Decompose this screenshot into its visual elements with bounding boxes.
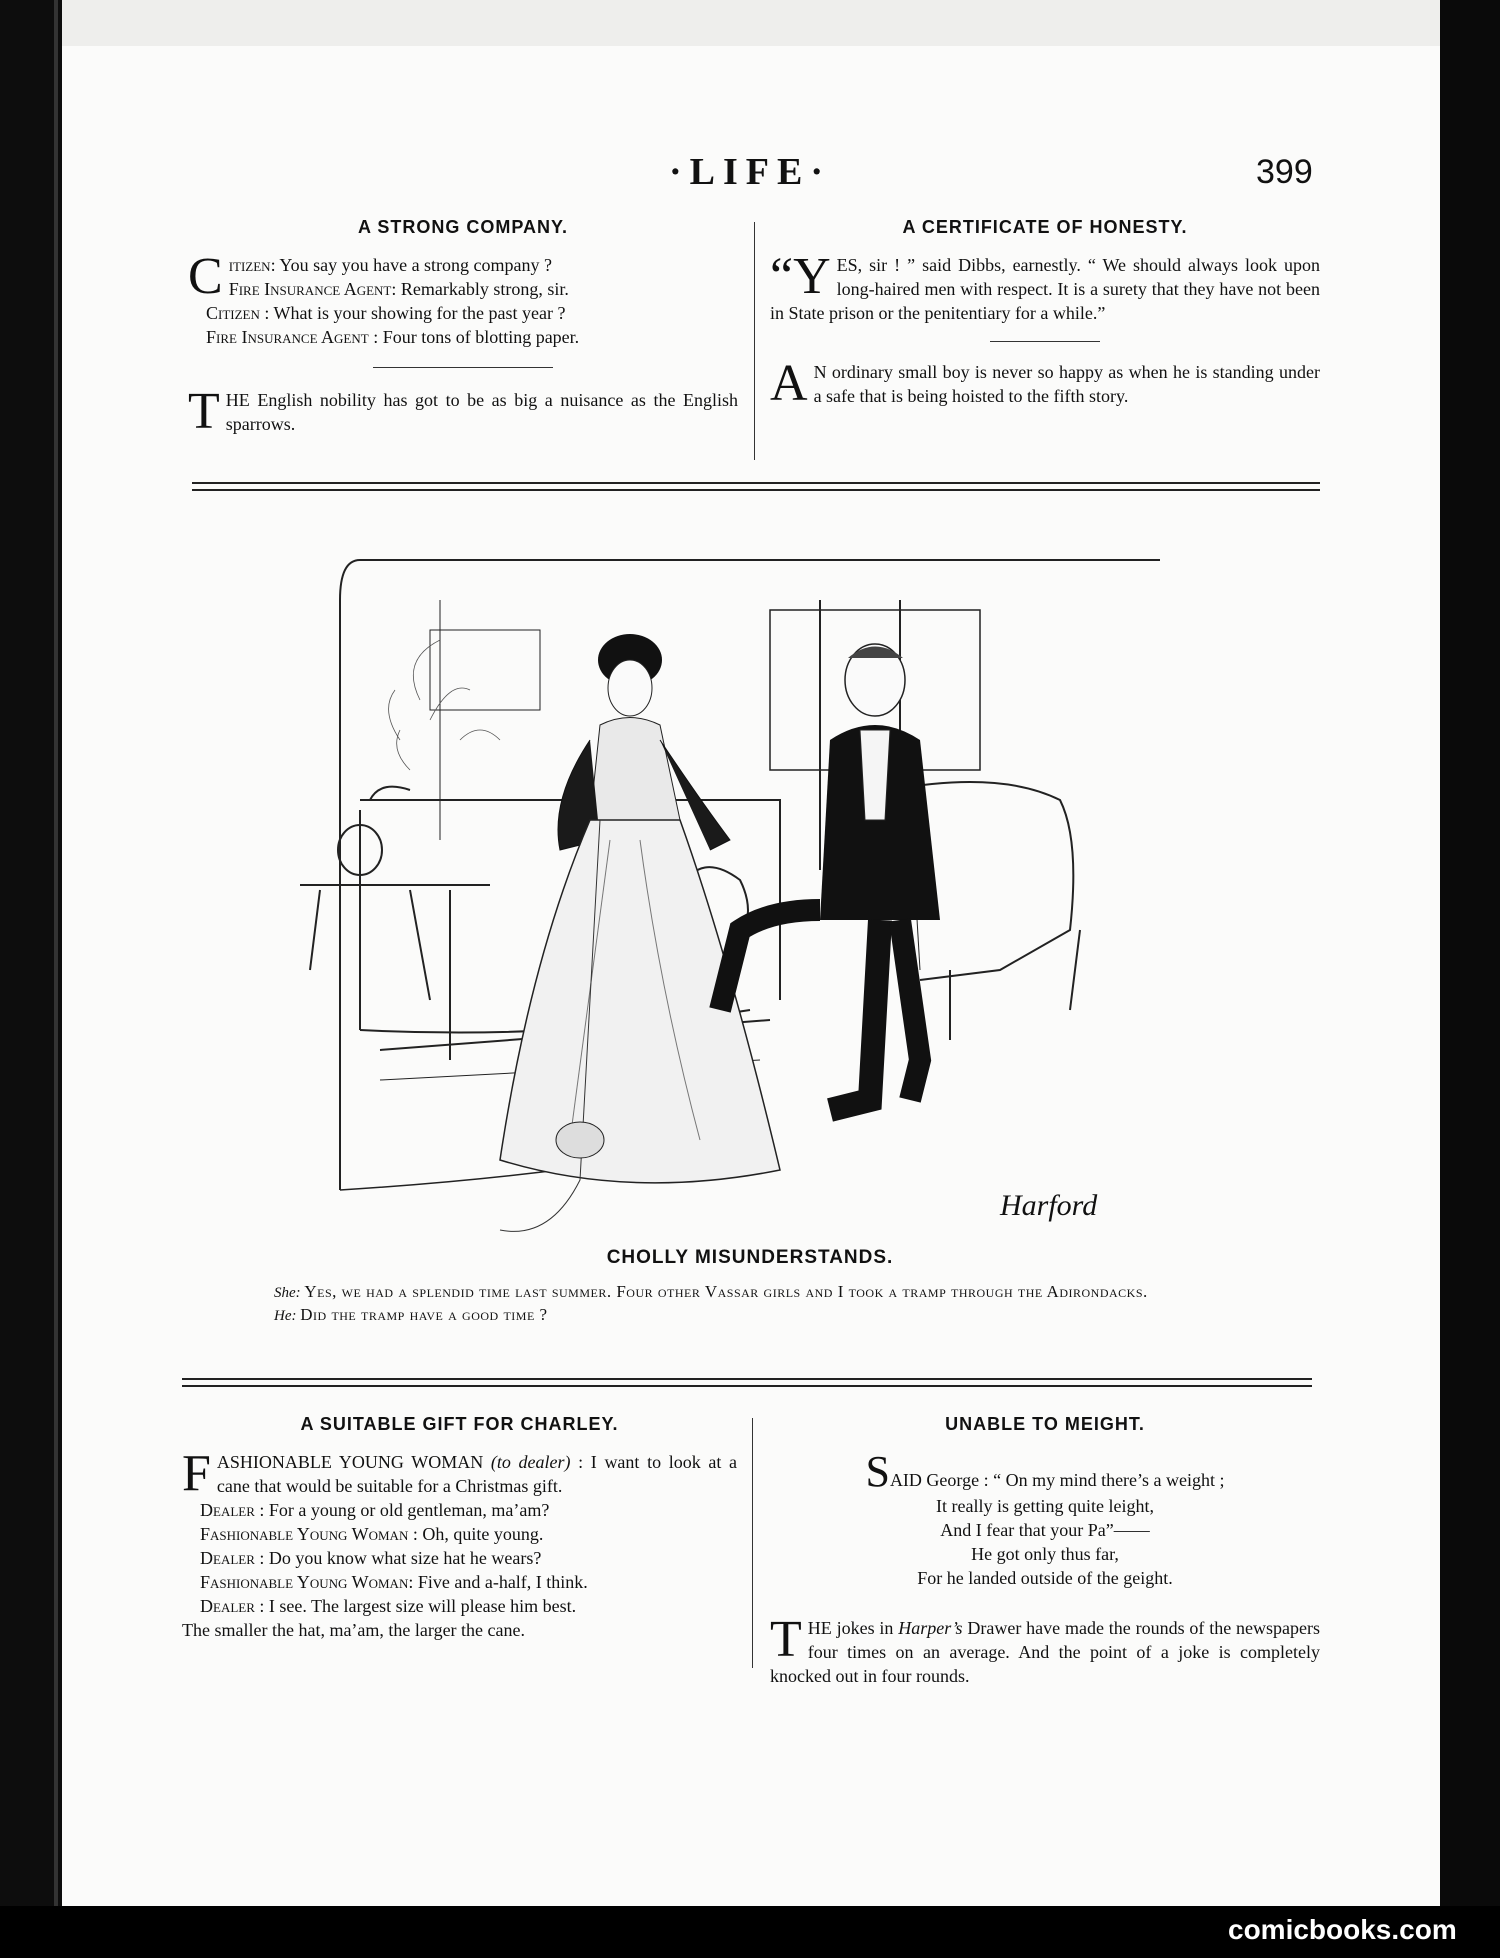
page-number: 399 xyxy=(1256,153,1313,191)
paragraph-small-boy: A N ordinary small boy is never so happy as when he is standing under a safe that is being hoisted to the fifth story. xyxy=(770,355,1320,412)
flower-sprigs xyxy=(389,640,500,770)
separator xyxy=(990,341,1100,342)
drop-cap: F xyxy=(182,1445,211,1502)
book-spine-shadow xyxy=(0,0,62,1958)
page-edge-shadow xyxy=(1440,0,1500,1958)
poem-line: For he landed outside of the geight. xyxy=(917,1568,1173,1588)
column-divider xyxy=(752,1418,753,1668)
dialogue-line: Fire Insurance Agent : Four tons of blotting paper. xyxy=(206,327,580,347)
poem-line: SAID George : “ On my mind there’s a weight ; xyxy=(865,1447,1225,1496)
article-title: A CERTIFICATE OF HONESTY. xyxy=(902,217,1188,237)
cartoon-caption xyxy=(250,1281,1250,1327)
man-figure xyxy=(720,644,940,1110)
cartoon-illustration xyxy=(300,540,1200,1240)
column-divider xyxy=(754,222,755,460)
caption-he: He: Did the tramp have a good time ? xyxy=(274,1305,548,1324)
article-title: A STRONG COMPANY. xyxy=(357,217,568,237)
poem-line: He got only thus far, xyxy=(971,1544,1119,1564)
dialogue-line: Dealer : For a young or old gentleman, ma’am? xyxy=(200,1500,550,1520)
dialogue-line: The smaller the hat, ma’am, the larger the cane. xyxy=(182,1620,526,1640)
paragraph-gift-opening: FASHIONABLE YOUNG WOMAN (to dealer) : I want to look at a cane that would be suitable for a Christmas gift. xyxy=(182,1445,737,1502)
article-certificate xyxy=(770,215,1320,412)
article-strong-company xyxy=(188,215,738,440)
watermark: comicbooks.com xyxy=(1228,1914,1457,1945)
artist-signature: Harford xyxy=(1000,1189,1098,1222)
paragraph-certificate: “YES, sir ! ” said Dibbs, earnestly. “ We should always look upon long-haired men with respect. It is a surety that they have not been in State prison or the penitentiary for a while.” xyxy=(770,248,1320,323)
dialogue-line: Fire Insurance Agent: Remarkably strong, sir. xyxy=(228,279,569,299)
article-suitable-gift xyxy=(182,1412,737,1642)
poem-line: And I fear that your Pa”—— xyxy=(940,1520,1150,1540)
previous-page-edge xyxy=(62,0,1440,49)
dialogue-line: Citizen : What is your showing for the past year ? xyxy=(206,303,566,323)
poem xyxy=(770,1447,1320,1590)
drop-cap: A xyxy=(770,355,808,412)
drop-cap: S xyxy=(865,1447,890,1496)
drop-cap: T xyxy=(770,1611,802,1668)
section-double-rule xyxy=(192,482,1320,491)
dialogue-line: Fashionable Young Woman: Five and a-half, I think. xyxy=(200,1572,588,1592)
article-title: UNABLE TO MEIGHT. xyxy=(945,1414,1145,1434)
dialogue-line: Dealer : Do you know what size hat he wears? xyxy=(200,1548,542,1568)
dialogue-line: Dealer : I see. The largest size will please him best. xyxy=(200,1596,577,1616)
section-double-rule xyxy=(182,1378,1312,1387)
article-unable-to-meight xyxy=(770,1412,1320,1688)
drop-cap: C xyxy=(188,248,223,305)
binding-line xyxy=(54,0,58,1958)
drop-cap: T xyxy=(188,383,220,440)
poem-line: It really is getting quite leight, xyxy=(936,1496,1154,1516)
dialogue-line: Citizen: You say you have a strong company ? xyxy=(188,248,553,305)
dog xyxy=(556,1122,604,1158)
separator xyxy=(373,367,553,368)
paragraph-harpers: THE jokes in Harper’s Drawer have made the rounds of the newspapers four times on an average. And the point of a joke is completely knocked out in four rounds. xyxy=(770,1611,1320,1686)
paragraph-nobility: THE English nobility has got to be as big a nuisance as the English sparrows. xyxy=(188,383,738,440)
masthead: ·LIFE· xyxy=(668,151,832,193)
drop-cap: “Y xyxy=(770,248,831,305)
caption-she: She: Yes, we had a splendid time last summer. Four other Vassar girls and I took a tramp through the Adirondacks. xyxy=(274,1282,1148,1301)
article-title: A SUITABLE GIFT FOR CHARLEY. xyxy=(300,1414,619,1434)
dialogue-line: Fashionable Young Woman : Oh, quite young. xyxy=(200,1524,544,1544)
cartoon-title: CHOLLY MISUNDERSTANDS. xyxy=(606,1247,894,1268)
